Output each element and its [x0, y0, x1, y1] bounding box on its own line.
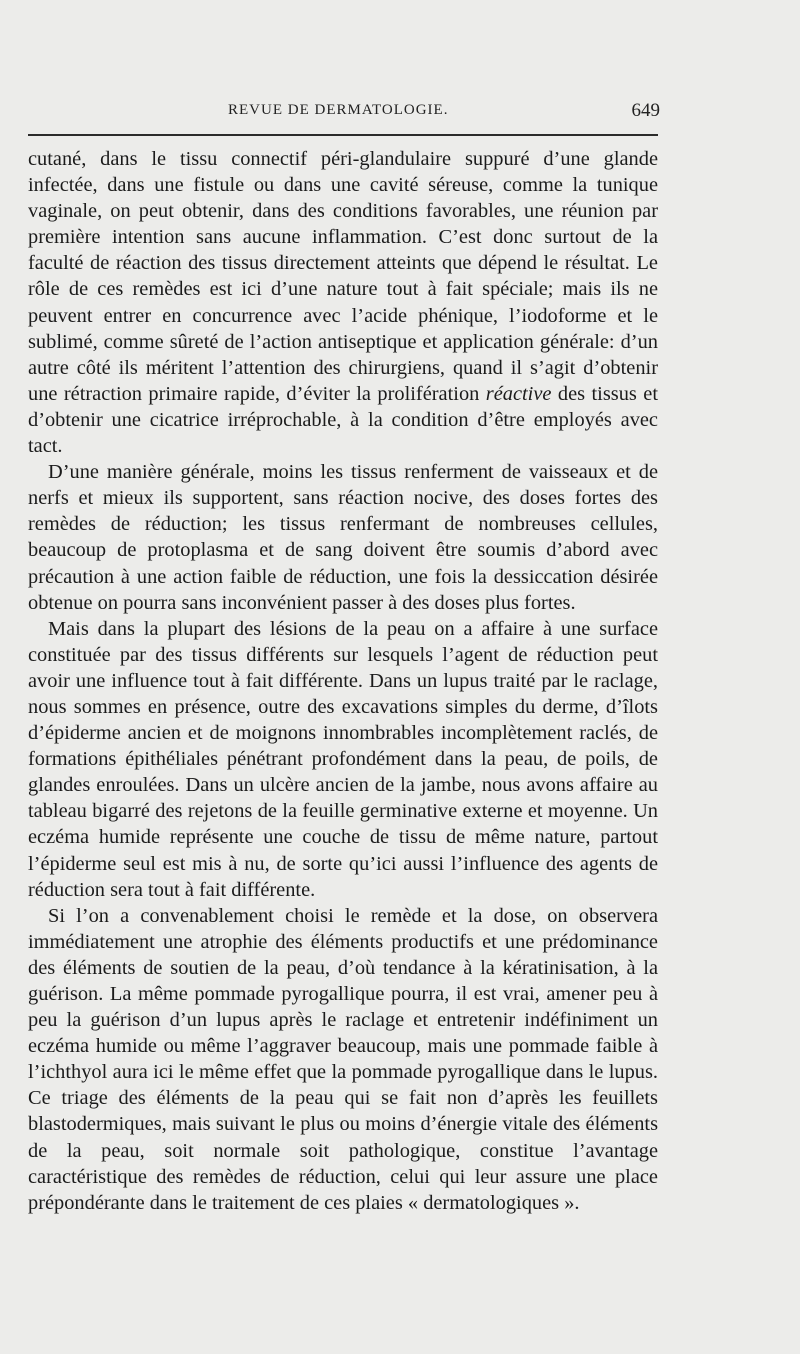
page-header — [28, 100, 658, 124]
paragraph: Si l’on a convenablement choisi le remède et la dose, on observera immédiatement une atrophie des éléments productifs et une prédominance des éléments de soutien de la peau, d’où tendance à la kératinisation, à la guérison. La même pommade pyrogallique pourra, il est vrai, amener peu à peu la guérison d’un lupus après le raclage et entretenir indéfiniment un eczéma humide ou même l’aggraver beaucoup, mais une pommade faible à l’ichthyol aura ici le même effet que la pommade pyrogallique dans le lupus. Ce triage des éléments de la peau qui se fait non d’après les feuillets blastodermiques, mais suivant le plus ou moins d’énergie vitale des éléments de la peau, soit normale soit pathologique, constitue l’avantage caractéristique des remèdes de réduction, celui qui leur assure une place prépondérante dans le traitement de ces plaies « dermatologiques ». — [28, 904, 658, 1214]
running-head: REVUE DE DERMATOLOGIE. — [228, 102, 449, 118]
emphasis-text: réactive — [485, 382, 552, 405]
paragraph-text: cutané, dans le tissu connectif péri-glandulaire suppuré d’une glande infectée, dans une fistule ou dans une cavité séreuse, comme la tunique vaginale, on peut obtenir, dans des conditions favorables, une réunion par première intention sans aucune inflammation. C’est donc surtout de la faculté de réaction des tissus directement atteints que dépend le résultat. Le rôle de ces remèdes est ici d’une nature tout à fait spéciale; mais ils ne peuvent entrer en concurrence avec l’acide phénique, l’iodoforme et le sublimé, comme sûreté de l’action antiseptique et application générale: d’un autre côté ils méritent l’attention des chirurgiens, quand il s’agit d’obtenir une rétraction primaire rapide, d’éviter la prolifération — [28, 148, 658, 405]
paragraph-text: des tissus et d’obtenir une cicatrice irréprochable, à la condition d’être employés avec tact. — [28, 382, 658, 458]
paragraph: D’une manière générale, moins les tissus renferment de vaisseaux et de nerfs et mieux ils supportent, sans réaction nocive, des doses fortes des remèdes de réduction; les tissus renfermant de nombreuses cellules, beaucoup de protoplasma et de sang doivent être soumis d’abord avec précaution à une action faible de réduction, une fois la dessiccation désirée obtenue on pourra sans inconvénient passer à des doses plus fortes. — [28, 461, 658, 614]
page-number: 649 — [631, 100, 660, 121]
paragraph: Mais dans la plupart des lésions de la peau on a affaire à une surface constituée par des tissus différents sur lesquels l’agent de réduction peut avoir une influence tout à fait différente. Dans un lupus traité par le raclage, nous sommes en présence, outre des excavations simples du derme, d’îlots d’épiderme ancien et de moignons innombrables incomplètement raclés, de formations épithéliales pénétrant profondément dans la peau, de poils, de glandes enroulées. Dans un ulcère ancien de la jambe, nous avons affaire au tableau bigarré des rejetons de la feuille germinative externe et moyenne. Un eczéma humide représente une couche de tissu de même nature, partout l’épiderme seul est mis à nu, de sorte qu’ici aussi l’influence des agents de réduction sera tout à fait différente. — [28, 617, 658, 901]
paragraph — [28, 146, 658, 459]
body-text — [28, 146, 658, 1216]
header-rule — [28, 134, 658, 136]
